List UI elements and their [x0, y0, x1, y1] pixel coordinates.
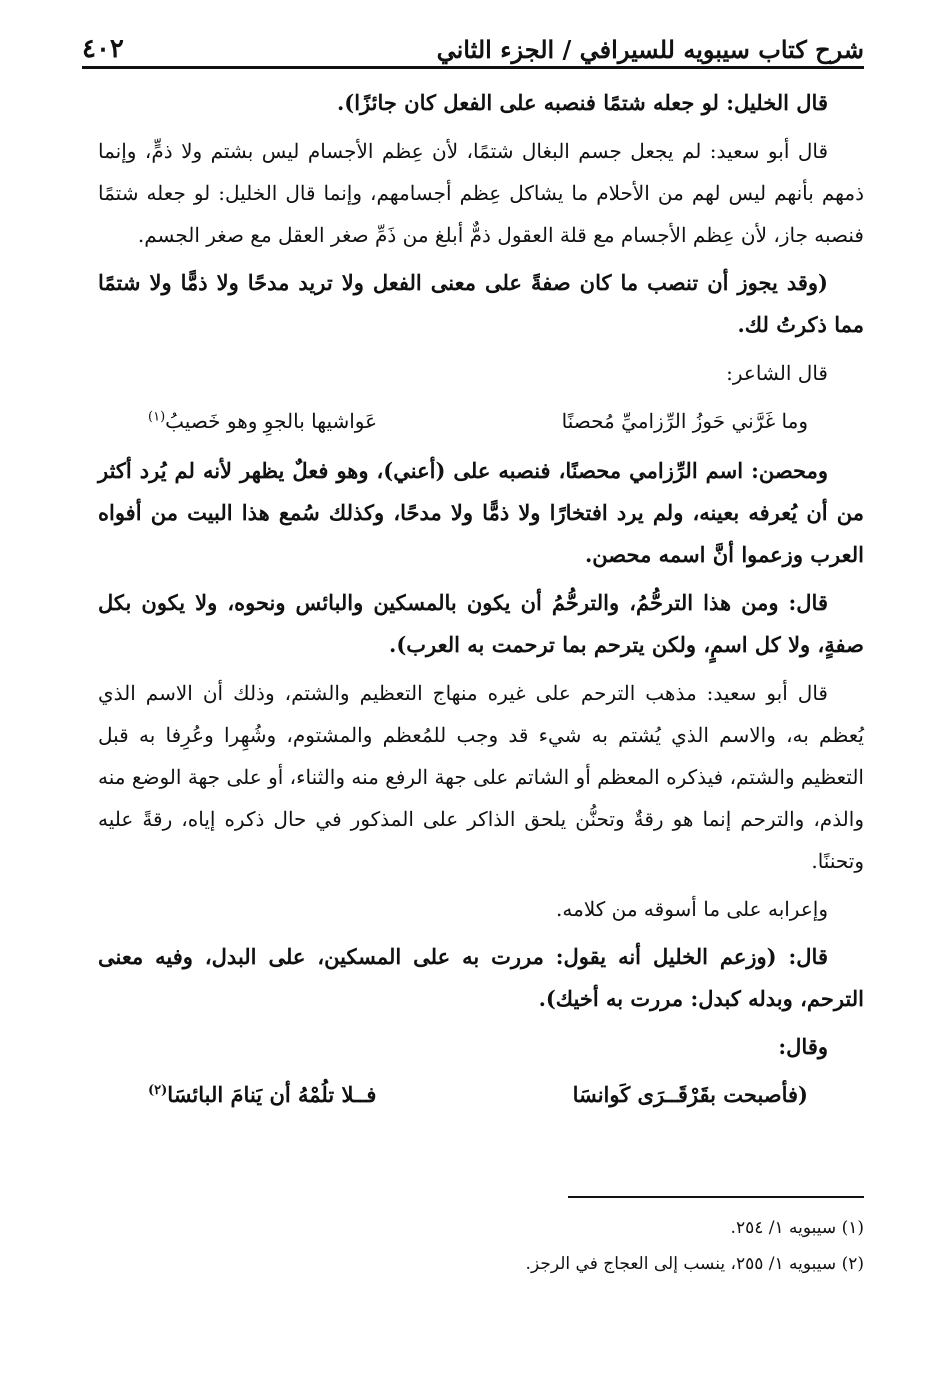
verse-hemistich-second: عَواشيها بالجوِ وهو خَصيبُ$^{(١)}$: [148, 409, 378, 433]
header-divider: [82, 66, 864, 69]
footnote: (١) سيبويه ١/ ٢٥٤.: [730, 1218, 864, 1238]
paragraph: (وقد يجوز أن تنصب ما كان صفةً على معنى الفعل ولا تريد مدحًا ولا ذمًّا ولا شتمًا مما ذكرتُ لك.: [98, 270, 864, 337]
paragraph: وإعرابه على ما أسوقه من كلامه.: [556, 897, 828, 921]
paragraph: قال الشاعر:: [726, 361, 828, 385]
verse-line: [148, 1074, 808, 1116]
paragraph: قال: (وزعم الخليل أنه يقول: مررت به على المسكين، على البدل، وفيه معنى الترحم، وبدله كبدل: مررت به أخيك).: [98, 944, 864, 1011]
paragraph: وقال:: [778, 1034, 828, 1059]
paragraph: ومحصن: اسم الرِّزامي محصنًا، فنصبه على (أعني)، وهو فعلٌ يظهر لأنه لم يُرد أكثر من أن يُعرفه بعينه، ولم يرد افتخارًا ولا ذمًّا ولا مدحًا، وكذلك سُمع هذا البيت من أفواه العرب وزعموا أنَّ اسمه محصن.: [98, 458, 864, 567]
running-title: شرح كتاب سيبويه للسيرافي / الجزء الثاني: [436, 35, 864, 64]
footnotes: [98, 1210, 864, 1282]
paragraph: قال أبو سعيد: مذهب الترحم على غيره منهاج التعظيم والشتم، وذلك أن الاسم الذي يُعظم به، والاسم الذي يُشتم به شيء قد وجب للمُعظم والمشتوم، وشُهِرا وعُرِفا به قبل التعظيم والشتم، فيذكره المعظم أو الشاتم على جهة الرفع منه والثناء، أو على جهة الوضع منه والذم، والترحم إنما هو رقةٌ وتحنُّن يلحق الذاكر على المذكور في حال ذكره إياه، رقةً عليه وتحننًا.: [98, 681, 864, 873]
footnote-marker: (١): [148, 409, 166, 425]
verse-line: [148, 400, 808, 442]
paragraph: قال: ومن هذا الترحُّمُ، والترحُّمُ أن يكون بالمسكين والبائس ونحوه، ولا يكون بكل صفةٍ، ولا كل اسمٍ، ولكن يترحم بما ترحمت به العرب).: [98, 590, 864, 657]
footnote-divider: [568, 1196, 864, 1198]
paragraph: قال الخليل: لو جعله شتمًا فنصبه على الفعل كان جائزًا).: [336, 90, 828, 115]
footnote: (٢) سيبويه ١/ ٢٥٥، ينسب إلى العجاج في الرجز.: [525, 1254, 864, 1274]
page-header: [82, 20, 864, 64]
verse-hemistich-second: فــلا تلُمْهُ أن يَنامَ البائسَا$^{(٢)}$: [148, 1082, 377, 1107]
paragraph: قال أبو سعيد: لم يجعل جسم البغال شتمًا، لأن عِظم الأجسام ليس بشتم ولا ذمٍّ، وإنما ذمهم بأنهم ليس لهم من الأحلام ما يشاكل عِظم أجسامهم، وإنما قال الخليل: لو جعله شتمًا فنصبه جاز، لأن عِظم الأجسام مع قلة العقول ذمٌّ أبلغ من ذَمِّ صغر العقل مع صغر الجسم.: [98, 139, 864, 247]
page-number: ٤٠٢: [82, 34, 124, 64]
verse-hemistich-first: وما غَرَّني حَوزُ الرِّزاميِّ مُحصنًا: [561, 409, 808, 433]
footnote-marker: (٢): [148, 1083, 168, 1098]
verse-hemistich-first: (فأصبحت بقَرْقَــرَى كَوانسَا: [572, 1082, 808, 1107]
main-text: [98, 82, 864, 1124]
